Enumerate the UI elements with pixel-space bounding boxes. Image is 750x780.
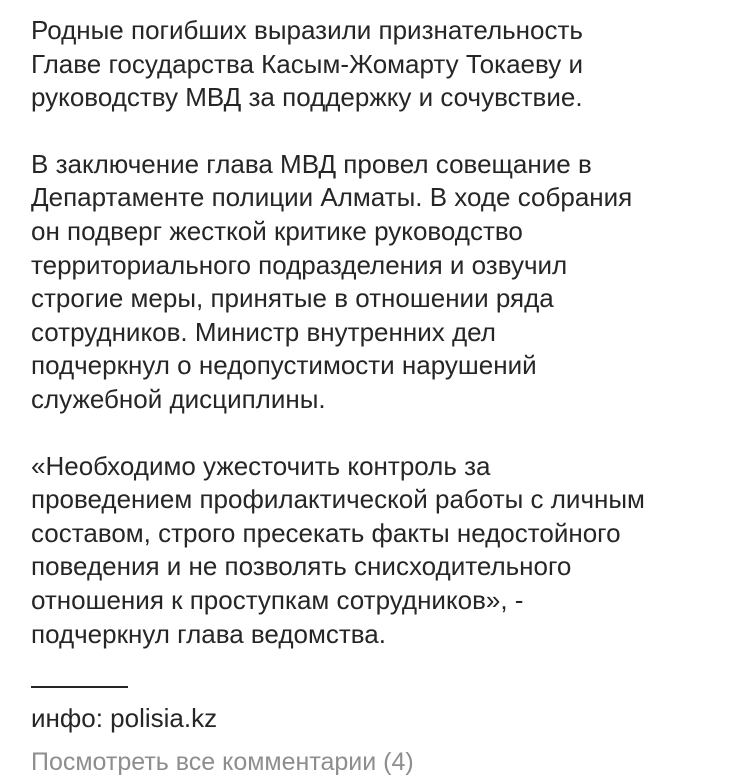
caption-divider (31, 686, 128, 688)
caption-paragraph-3: «Необходимо ужесточить контроль за проведением профилактической работы с личным составом, строго пресекать факты недостойного поведения и не позволять снисходительного отношения к проступкам сотрудников», - подчеркнул глава ведомства. (31, 450, 645, 649)
caption-paragraph-1: Родные погибших выразили признательность Главе государства Касым-Жомарту Токаеву и руководству МВД за поддержку и сочувствие. (31, 15, 583, 113)
view-all-comments-link[interactable]: Посмотреть все комментарии (4) (31, 747, 414, 776)
caption-paragraph-2: В заключение глава МВД провел совещание в Департаменте полиции Алматы. В ходе собрания он подверг жесткой критике руководство территориального подразделения и озвучил строгие меры, принятые в отношении ряда сотрудников. Министр внутренних дел подчеркнул о недопустимости нарушений служебной дисциплины. (31, 148, 633, 414)
source-info: инфо: polisia.kz (31, 703, 218, 734)
post-caption (31, 14, 731, 779)
